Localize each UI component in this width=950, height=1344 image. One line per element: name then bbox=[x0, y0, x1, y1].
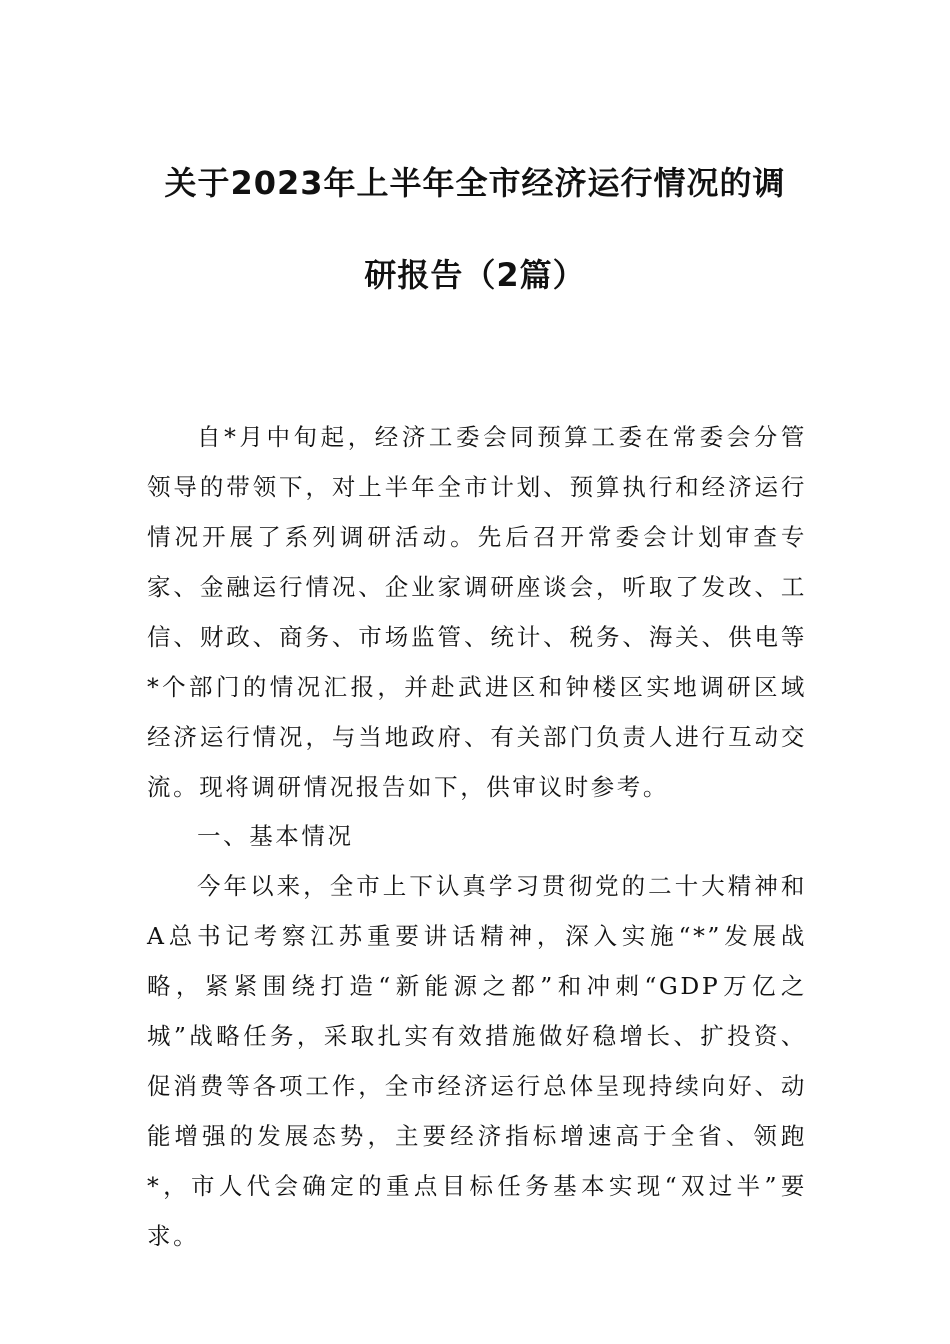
document-title-line-1: 关于2023年上半年全市经济运行情况的调 bbox=[164, 164, 786, 202]
intro-paragraph: 自*月中旬起，经济工委会同预算工委在常委会分管领导的带领下，对上半年全市计划、预算执行和经济运行情况开展了系列调研活动。先后召开常委会计划审查专家、金融运行情况、企业家调研座谈会，听取了发改、工信、财政、商务、市场监管、统计、税务、海关、供电等*个部门的情况汇报，并赴武进区和钟楼区实地调研区域经济运行情况，与当地政府、有关部门负责人进行互动交流。现将调研情况报告如下，供审议时参考。 bbox=[147, 423, 807, 801]
section-heading-basic-situation: 一、基本情况 bbox=[197, 822, 354, 850]
document-title-line-2: 研报告（2篇） bbox=[364, 256, 586, 294]
basic-situation-paragraph: 今年以来，全市上下认真学习贯彻党的二十大精神和A总书记考察江苏重要讲话精神，深入实施“*”发展战略，紧紧围绕打造“新能源之都”和冲刺“GDP万亿之城”战略任务，采取扎实有效措施做好稳增长、扩投资、促消费等各项工作，全市经济运行总体呈现持续向好、动能增强的发展态势，主要经济指标增速高于全省、领跑*，市人代会确定的重点目标任务基本实现“双过半”要求。 bbox=[147, 872, 807, 1250]
